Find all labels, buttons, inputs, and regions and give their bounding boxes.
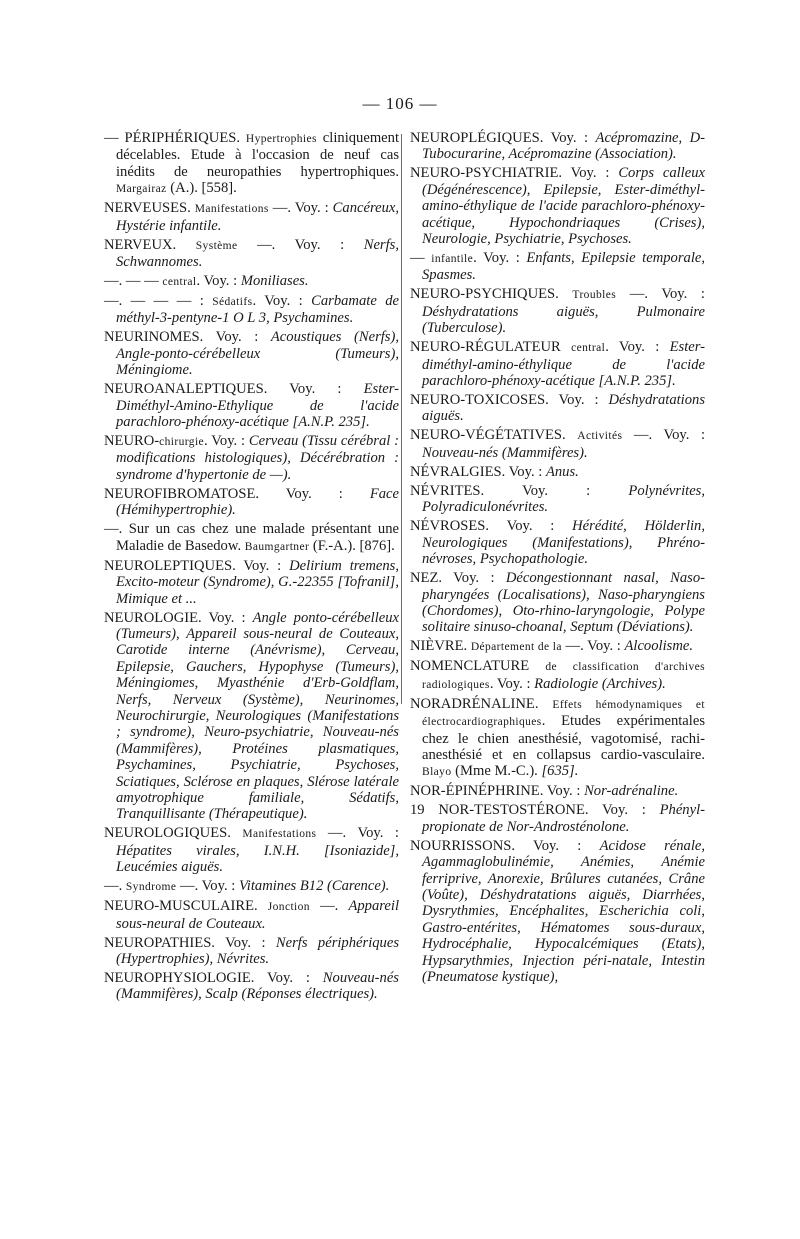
entry-text: —. Sur un cas chez une malade présentant une Maladie de Basedow. — [104, 521, 399, 554]
entry-text: NEUROLOGIE. Voy. : — [104, 609, 253, 626]
entry-reference: Vitamines B12 (Carence). — [238, 878, 390, 895]
entry-text: NEZ. Voy. : — [410, 570, 506, 587]
index-entry — [410, 130, 705, 163]
entry-text: NÉVRITES. Voy. : — [410, 482, 629, 499]
entry-text: NEURO-RÉGULATEUR — [410, 339, 572, 356]
index-entry — [104, 825, 399, 875]
entry-reference: Nouveau-nés (Mammifères). — [422, 444, 588, 461]
entry-text: —. — [104, 878, 126, 895]
entry-reference: Déshydratations aiguës, Pulmonaire (Tuberculose). — [422, 303, 705, 337]
entry-text: . Voy. : — [489, 675, 535, 692]
entry-text: . Voy. : — [473, 250, 527, 267]
entry-text: NEURO-VÉGÉTATIVES. — [410, 427, 578, 444]
entry-reference: Nor-adrénaline. — [584, 783, 679, 800]
entry-text: NEUROPLÉGIQUES. Voy. : — [410, 130, 596, 146]
entry-text: — PÉRIPHÉRIQUES. — [104, 130, 246, 146]
entry-text: NEUROFIBROMATOSE. Voy. : — [104, 485, 370, 502]
entry-smallcaps: central — [162, 276, 197, 289]
right-column — [410, 130, 705, 988]
entry-smallcaps: Baumgartner — [244, 540, 310, 553]
entry-reference: Radiologie (Archives). — [534, 675, 666, 692]
index-entry — [104, 130, 399, 198]
entry-text: —. Voy. : — [237, 236, 364, 253]
entry-reference: Enfants, Epilepsie temporale, Spasmes. — [422, 250, 705, 284]
index-entry — [410, 339, 705, 389]
index-entry — [104, 898, 399, 932]
index-entry — [410, 518, 705, 567]
entry-text: NEUROPHYSIOLOGIE. Voy. : — [104, 970, 323, 986]
index-entry — [410, 783, 705, 799]
entry-reference: Cerveau (Tissu cérébral : modifications histologiques), Décérébration : syndrome d'hypertonie de —). — [116, 433, 399, 483]
index-entry — [410, 392, 705, 425]
entry-text: . Voy. : — [196, 273, 241, 290]
entry-reference: Nerfs périphériques (Hypertrophies), Névrites. — [116, 934, 399, 967]
entry-smallcaps: Manifestations — [242, 828, 317, 841]
index-entry — [410, 250, 705, 284]
index-entry — [104, 237, 399, 271]
entry-reference: Moniliases. — [240, 273, 309, 290]
entry-reference: Cancéreux, Hystérie infantile. — [116, 200, 399, 234]
entry-text: NOMENCLATURE — [410, 658, 546, 675]
index-entry — [410, 483, 705, 516]
entry-text: . Etudes expérimentales chez le chien anesthésié, vagotomisé, rachi-anesthésié et en collapsus cardio-vasculaire. — [422, 713, 705, 763]
index-entry — [104, 381, 399, 430]
entry-text: . Voy. : — [605, 339, 670, 356]
entry-text: —. Voy. : — [616, 286, 705, 303]
index-entry — [410, 286, 705, 336]
entry-reference: Anus. — [545, 463, 579, 480]
entry-text: NEUROLOGIQUES. — [104, 825, 243, 842]
entry-smallcaps: Syndrome — [125, 881, 177, 894]
entry-text: NERVEUSES. — [104, 200, 195, 217]
entry-text: NEURO- — [104, 433, 160, 450]
entry-smallcaps: Manifestations — [194, 203, 269, 216]
entry-text: —. — — — [104, 273, 163, 290]
entry-smallcaps: Système — [195, 239, 238, 252]
entry-text: —. Voy. : — [268, 200, 333, 217]
entry-text: . Voy. : — [204, 433, 249, 450]
index-entry — [410, 638, 705, 655]
index-entry — [410, 165, 705, 247]
entry-text: cliniquement décelables. Etude à l'occasion de neuf cas inédits de neuropathies hypertrophiques. — [116, 130, 399, 180]
entry-text: NEUROANALEPTIQUES. Voy. : — [104, 381, 364, 398]
index-entry — [410, 427, 705, 461]
entry-reference: Ester-Diméthyl-Amino-Ethylique de l'acide parachloro-phénoxy-acétique [A.N.P. 235]. — [116, 381, 399, 431]
entry-reference: Angle ponto-cérébelleux (Tumeurs), Appareil sous-neural de Couteaux, Carotide interne (Anévrisme), Cerveau, Epilepsie, Gauchers, Hypophyse (Tumeurs), Méningiomes, Myasthénie d'Erb-Goldflam, Nerfs, Nerveux (Système), Neurinomes, Neurochirurgie, Neurologiques (Manifestations ; syndrome), Neuro-psychiatrie, Nouveau-nés (Mammifères), Protéines plasmatiques, Psychamines, Psychiatrie, Psychoses, Sciatiques, Sclérose en plaques, Slérose latérale amyotrophique familiale, Sédatifs, Tranquillisante (Thérapeutique). — [116, 609, 399, 823]
entry-text: —. Voy. : — [316, 825, 399, 842]
entry-text: — — [410, 250, 432, 267]
entry-smallcaps: central — [571, 342, 606, 355]
entry-reference: Carbamate de méthyl-3-pentyne-1 O L 3, Psychamines. — [116, 293, 399, 327]
entry-reference: Delirium tremens, Excito-moteur (Syndrome), G.-22355 [Tofranil], Mimique et ... — [116, 557, 400, 607]
index-entry — [104, 878, 399, 895]
entry-text: —. Voy. : — [622, 427, 705, 444]
entry-smallcaps: chirurgie — [159, 436, 205, 449]
index-entry — [104, 558, 399, 607]
entry-smallcaps: Activités — [577, 430, 623, 443]
entry-text: NERVEUX. — [104, 236, 196, 253]
entry-text: NÉVROSES. Voy. : — [410, 518, 573, 535]
entry-text: NEURO-PSYCHIQUES. — [410, 286, 573, 303]
index-entry — [410, 464, 705, 480]
entry-reference: Acoustiques (Nerfs), Angle-ponto-cérébelleux (Tumeurs), Méningiome. — [116, 329, 399, 379]
page-number: — 106 — — [362, 94, 438, 113]
index-entry — [104, 273, 399, 290]
entry-reference: Face (Hémihypertrophie). — [116, 485, 399, 519]
index-entry — [104, 935, 399, 968]
entry-reference: Acidose rénale, Agammaglobulinémie, Anémies, Anémie ferriprive, Anorexie, Brûlures cutanées, Crâne (Voûte), Déshydratations aiguës, Diarrhées, Dysrythmies, Encéphalites, Escherichia coli, Gastro-entérites, Hématomes sous-duraux, Hydrocéphalie, Hypocalcémiques (Etats), Hypsarythmies, Injection péri-natale, Intestin (Pneumatose kystique), — [422, 837, 705, 985]
entry-text: NEUROLEPTIQUES. Voy. : — [104, 557, 290, 574]
index-entry — [104, 329, 399, 378]
entry-text: (F.-A.). [876]. — [309, 537, 395, 554]
entry-reference: Hépatites virales, I.N.H. [Isoniazide], Leucémies aiguës. — [116, 842, 399, 876]
entry-text: —. Voy. : — [561, 638, 625, 655]
entry-smallcaps: Jonction — [267, 901, 310, 914]
entry-reference: Polynévrites, Polyradiculonévrites. — [422, 482, 705, 516]
entry-text: NOURRISSONS. Voy. : — [410, 837, 600, 854]
index-entry — [104, 433, 399, 483]
left-column — [104, 130, 399, 1005]
entry-text: NEURINOMES. Voy. : — [104, 329, 271, 346]
entry-text: NÉVRALGIES. Voy. : — [410, 463, 546, 480]
entry-reference: Décongestionnant nasal, Naso-pharyngées (Localisations), Naso-pharyngiens (Chordomes), Oto-rhino-laryngologie, Polype solitaire sinuso-choanal, Septum (Déviations). — [422, 570, 705, 636]
index-entry — [104, 970, 399, 1003]
entry-text: NEURO-MUSCULAIRE. — [104, 898, 268, 915]
index-entry — [410, 838, 705, 986]
entry-reference: Nerfs, Schwannomes. — [116, 236, 399, 271]
entry-reference: Corps calleux (Dégénérescence), Epilepsie, Ester-diméthyl-amino-éthylique de l'acide parachloro-phénoxy-acétique, Hypochondriaques (Crises), Neurologie, Psychiatrie, Psychoses. — [422, 165, 705, 248]
column-divider — [401, 134, 402, 704]
entry-smallcaps: Hypertrophies — [245, 133, 317, 145]
index-entry — [104, 521, 399, 555]
entry-smallcaps: infantile — [431, 253, 474, 266]
entry-smallcaps: Sédatifs — [212, 296, 253, 309]
entry-text: —. — [309, 898, 349, 915]
entry-reference: Hérédité, Hölderlin, Neurologiques (Manifestations), Phréno-névroses, Psychopathologie. — [422, 518, 705, 568]
entry-smallcaps: Effets hémodynamiques et électrocardiographiques — [422, 698, 705, 729]
index-entry — [410, 658, 705, 693]
entry-reference: [635]. — [541, 763, 579, 780]
index-entry — [104, 486, 399, 519]
entry-reference: Appareil sous-neural de Couteaux. — [116, 898, 399, 932]
entry-reference: Phényl-propionate de Nor-Androsténolone. — [422, 802, 705, 835]
index-entry — [104, 200, 399, 234]
entry-text: NEURO-PSYCHIATRIE. Voy. : — [410, 165, 619, 182]
entry-text: NEUROPATHIES. Voy. : — [104, 934, 276, 951]
index-entry — [410, 570, 705, 636]
index-entry — [410, 696, 705, 781]
entry-reference: Alcoolisme. — [624, 638, 693, 655]
entry-text: . Voy. : — [252, 293, 312, 310]
entry-reference: Déshydratations aiguës. — [422, 392, 705, 425]
entry-text: 19 NOR-TESTOSTÉRONE. Voy. : — [410, 802, 660, 819]
entry-smallcaps: de classification d'archives radiologiques — [422, 661, 705, 691]
entry-smallcaps: Troubles — [572, 289, 617, 302]
entry-text: (A.). [558]. — [166, 180, 237, 197]
entry-smallcaps: Département de la — [470, 641, 562, 654]
entry-text: NEURO-TOXICOSES. Voy. : — [410, 392, 609, 409]
entry-reference: Ester-diméthyl-amino-éthylique de l'acide parachloro-phénoxy-acétique [A.N.P. 235]. — [422, 339, 705, 390]
index-entry — [104, 293, 399, 327]
entry-text: (Mme M.-C.). — [451, 763, 542, 780]
entry-text: NORADRÉNALINE. — [410, 695, 553, 712]
entry-smallcaps: Margairaz — [116, 183, 167, 196]
entry-text: NIÈVRE. — [410, 638, 471, 655]
index-entry — [410, 802, 705, 835]
entry-smallcaps: Blayo — [422, 766, 452, 779]
entry-text: —. — — — : — [104, 293, 213, 310]
entry-text: —. Voy. : — [176, 878, 239, 895]
entry-text: NOR-ÉPINÉPHRINE. Voy. : — [410, 783, 585, 800]
entry-reference: Acépromazine, D-Tubocurarine, Acépromazine (Association). — [422, 130, 705, 163]
entry-reference: Nouveau-nés (Mammifères), Scalp (Réponses électriques). — [116, 970, 399, 1003]
index-entry — [104, 610, 399, 823]
